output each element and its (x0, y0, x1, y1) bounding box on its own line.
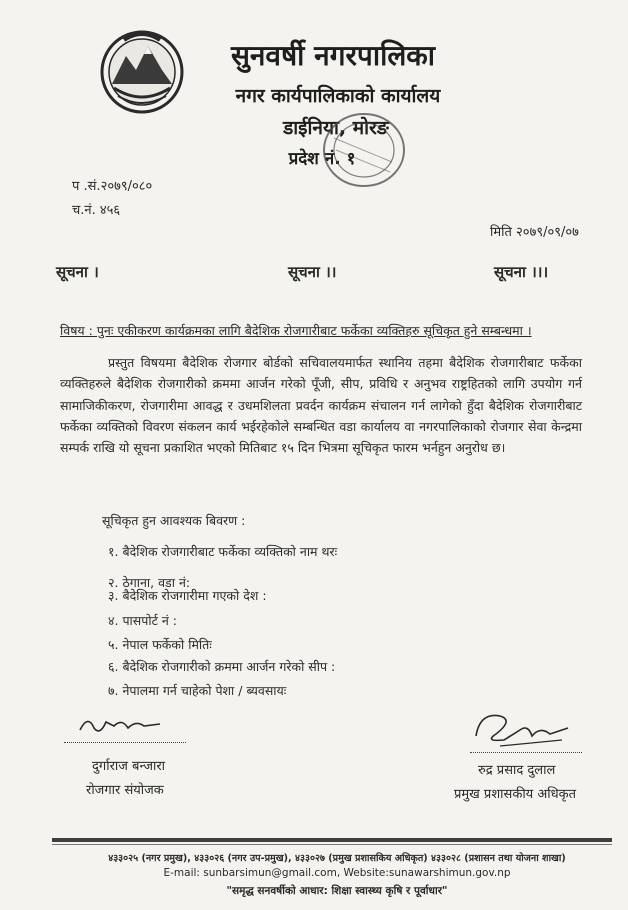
signature-line-left (64, 742, 186, 743)
list-item: १. बैदेशिक रोजगारीबाट फर्केका व्यक्तिको नाम थरः (108, 544, 338, 559)
list-item: ६. बैदेशिक रोजगारीको क्रममा आर्जन गरेको सीप : (108, 659, 336, 674)
dispatch-number: च.नं. ४५६ (72, 203, 121, 218)
signatory-right-name: रुद्र प्रसाद दुलाल (478, 763, 556, 778)
list-heading: सूचिकृत हुन आवश्यक बिवरण : (102, 513, 246, 528)
province-name: प्रदेश नं. १ (288, 149, 356, 169)
notice-heading-left: सूचना । (56, 263, 99, 281)
reference-number: प .सं.२०७९/०८० (72, 179, 153, 194)
signature-line-right (470, 752, 582, 753)
office-location: डाईनिया, मोरङ (283, 117, 389, 139)
footer-phone-numbers: ४३३०२५ (नगर प्रमुख), ४३३०२६ (नगर उप-प्रमुख), ४३३०२७ (प्रमुख प्रशासकिय अधिकृत) ४३३०२८ (प्रशासन तथा योजना शाखा) (108, 853, 566, 864)
footer-motto: "समृद्ध सनवर्षीको आधार: शिक्षा स्वास्थ्य कृषि र पूर्वाधार" (226, 885, 448, 897)
nepal-emblem-logo (96, 26, 188, 118)
municipality-name: सुनवर्षी नगरपालिका (230, 39, 436, 72)
letter-date: मिति २०७९/०९/०७ (490, 225, 579, 240)
signature-right (470, 706, 580, 754)
office-name: नगर कार्यपालिकाको कार्यालय (235, 85, 441, 107)
subject-line: विषय : पुनः एकीकरण कार्यक्रमका लागि बैदेशिक रोजगारीबाट फर्केका व्यक्तिहरु सूचिकृत हुने सम्बन्धमा । (60, 323, 532, 338)
footer-divider (52, 838, 612, 842)
body-paragraph: प्रस्तुत विषयमा बैदेशिक रोजगार बोर्डको सचिवालयमार्फत स्थानिय तहमा बैदेशिक रोजगारीबाट फर्केका व्यक्तिहरुले बैदेशिक रोजगारीको क्रममा आर्जन गरेको पूँजी, सीप, प्रविधि र अनुभव राष्ट्रहितको लागि उपयोग गर्न सामाजिकीकरण, रोजगारीमा आवद्ध र उधमशिलता प्रवर्दन कार्यक्रम संचालन गर्न लागेको हुँदा बैदेशिक रोजगारीबाट फर्केका व्यक्तिको विवरण संकलन कार्य भईरहेकोले सम्बन्धित वडा कार्यालय वा नगरपालिकाको रोजगार सेवा केन्द्रमा सम्पर्क राखि यो सूचना प्रकाशित भएको मितिबाट १५ दिन भित्रमा सूचिकृत फारम भर्नहुन अनुरोध छ। (60, 355, 582, 456)
list-item: ५. नेपाल फर्केको मितिः (108, 637, 212, 652)
list-item: २. ठेगाना, वडा नं: (108, 575, 191, 590)
list-item: ७. नेपालमा गर्न चाहेको पेशा / ब्यवसायः (108, 683, 287, 698)
footer-divider-thin (52, 844, 612, 845)
notice-heading-center: सूचना ।। (288, 263, 337, 281)
signatory-right-title: प्रमुख प्रशासकीय अधिकृत (454, 787, 577, 802)
notice-heading-right: सूचना ।।। (494, 263, 549, 281)
office-seal-stamp (300, 100, 410, 192)
signatory-left-title: रोजगार संयोजक (86, 783, 164, 798)
list-item: ३. बैदेशिक रोजगारीमा गएको देश : (108, 588, 267, 603)
footer-contact: E-mail: sunbarsimun@gmail.com, Website:sunawarshimun.gov.np (163, 867, 511, 879)
signature-left (74, 710, 174, 740)
signatory-left-name: दुर्गाराज बन्जारा (92, 759, 166, 774)
list-item: ४. पासपोर्ट नं : (108, 613, 177, 628)
